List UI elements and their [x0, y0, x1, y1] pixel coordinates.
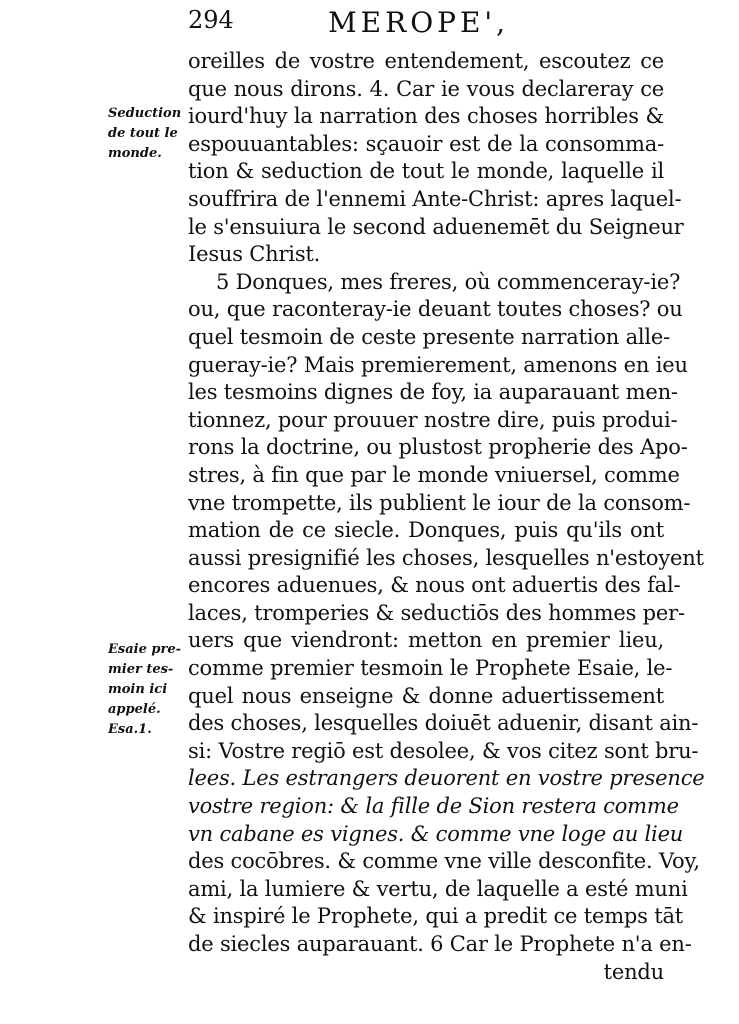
text-line: quel nous enseigne & donne aduertissement [188, 683, 664, 708]
text-line: 5 Donques, mes freres, où commenceray-ie? [216, 269, 681, 294]
text-line: de siecles auparauant. 6 Car le Prophete n'a en- [188, 932, 692, 956]
text-line: souffrira de l'ennemi Ante-Christ: apres laquel- [188, 186, 682, 211]
page-header [188, 6, 648, 42]
text-line: ami, la lumiere & vertu, de laquelle a esté muni [188, 876, 688, 901]
text-line: iourd'huy la narration des choses horribles & [188, 104, 664, 129]
text-line: comme premier tesmoin le Prophete Esaie, le- [188, 656, 673, 681]
margin-note-line: de tout le [108, 126, 178, 141]
text-line: gueray-ie? Mais premierement, amenons en ieu [188, 352, 688, 377]
margin-note-line: mier tes- [108, 662, 174, 677]
text-line: oreilles de vostre entendement, escoutez ce [188, 49, 664, 73]
running-title: MEROPE', [328, 6, 510, 39]
margin-note-line: appelé. [108, 702, 161, 717]
text-line: quel tesmoin de ceste presente narration alle- [188, 324, 671, 349]
text-line: uers que viendront: metton en premier lieu, [188, 628, 664, 653]
page-number: 294 [188, 6, 234, 34]
text-line: stres, à fin que par le monde vniuersel, comme [188, 462, 680, 487]
text-line: tion & seduction de tout le monde, laquelle il [188, 159, 664, 184]
text-line: aussi presignifié les choses, lesquelles n'estoyent [188, 545, 704, 570]
text-line: laces, tromperies & seductiōs des hommes per- [188, 600, 685, 625]
text-line: si: Vostre regiō est desolee, & vos citez sont bru- [188, 738, 699, 763]
text-line: espouuantables: sçauoir est de la consomma- [188, 131, 664, 156]
margin-note-line: Seduction [108, 106, 182, 121]
text-line: le s'ensuiura le second aduenemēt du Seigneur [188, 214, 684, 239]
catchword: tendu [603, 959, 664, 984]
text-line: lees. Les estrangers deuorent en vostre presence [188, 766, 705, 791]
text-line: & inspiré le Prophete, qui a predit ce temps tāt [188, 904, 684, 929]
margin-note-line: Esaie pre- [108, 642, 181, 657]
margin-note-line: Esa.1. [108, 722, 152, 737]
text-line: vostre region: & la fille de Sion restera comme [188, 794, 679, 819]
text-line: mation de ce siecle. Donques, puis qu'ils ont [188, 518, 664, 543]
text-line: ou, que raconteray-ie deuant toutes choses? ou [188, 297, 683, 322]
margin-note-line: monde. [108, 146, 162, 161]
margin-note-seduction [108, 104, 188, 164]
text-line: que nous dirons. 4. Car ie vous declareray ce [188, 76, 664, 101]
text-line: rons la doctrine, ou plustost propherie des Apo- [188, 435, 688, 460]
margin-note-esaie [108, 640, 188, 740]
text-line: vn cabane es vignes. & comme vne loge au lieu [188, 821, 684, 846]
body-text [188, 48, 705, 986]
margin-note-line: moin ici [108, 682, 168, 697]
text-line: les tesmoins dignes de foy, ia auparauant men- [188, 380, 678, 405]
text-line: des choses, lesquelles doiuēt aduenir, disant ain- [188, 711, 699, 736]
text-line: encores aduenues, & nous ont aduertis des fal- [188, 573, 681, 598]
text-line: vne trompette, ils publient le iour de la consom- [188, 490, 691, 515]
text-line: des cocōbres. & comme vne ville desconfite. Voy, [188, 849, 700, 874]
text-line: Iesus Christ. [188, 242, 321, 267]
text-line: tionnez, pour prouuer nostre dire, puis produi- [188, 407, 678, 432]
